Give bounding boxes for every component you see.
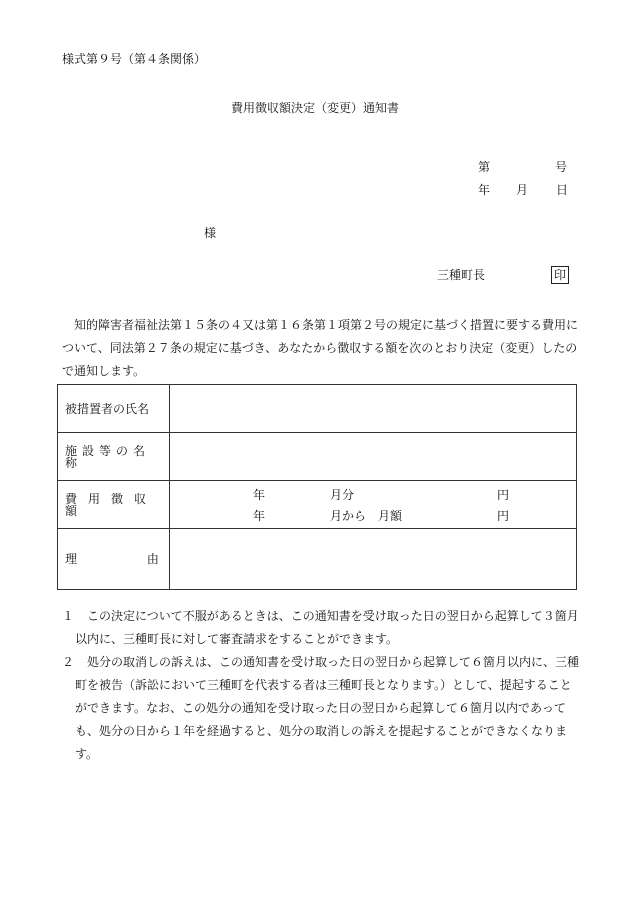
facility-label-text: 施設等の名称 <box>65 443 151 470</box>
label-person-name: 被措置者の氏名 <box>58 385 170 433</box>
fee-label-text: 費用徴収額 <box>65 491 158 518</box>
fee-line2-monthly: 月額 <box>378 509 403 523</box>
table-row <box>58 433 577 481</box>
date-year-label: 年 <box>478 183 491 197</box>
notification-body: 知的障害者福祉法第１５条の４又は第１６条第１項第２号の規定に基づく措置に要する費用について、同法第２７条の規定に基づき、あなたから徴収する額を次のとおり決定（変更）したので通知します。 <box>62 318 579 378</box>
date-day-label: 日 <box>556 183 569 197</box>
fee-line2-yen: 円 <box>497 509 510 523</box>
note-number: １ <box>62 609 75 623</box>
seal-stamp-box: 印 <box>551 266 569 284</box>
table-row <box>58 385 577 433</box>
table-row <box>58 481 577 529</box>
value-facility-name <box>170 433 577 481</box>
addressee-honorific: 様 <box>204 226 217 240</box>
label-reason <box>58 529 170 590</box>
date-month-label: 月 <box>516 183 529 197</box>
label-facility-name <box>58 433 170 481</box>
value-fee-amount <box>170 481 577 529</box>
fee-line2-month-from: 月から <box>330 509 367 523</box>
notes-section <box>62 605 582 766</box>
label-fee-amount <box>58 481 170 529</box>
note-item <box>62 651 582 766</box>
note-number: ２ <box>62 655 75 669</box>
fee-line1-year: 年 <box>253 488 266 502</box>
form-number: 様式第９号（第４条関係） <box>62 52 207 66</box>
fee-line1-yen: 円 <box>497 488 510 502</box>
fee-line1-month: 月分 <box>330 488 355 502</box>
doc-number-suffix: 号 <box>555 160 568 174</box>
note-text: 処分の取消しの訴えは、この通知書を受け取った日の翌日から起算して６箇月以内に、三種町を被告（訴訟において三種町を代表する者は三種町長となります。）として、提起することができます。なお、この処分の通知を受け取った日の翌日から起算して６箇月以内であっても、処分の日から１年を経過すると、処分の取消しの訴えを提起することができなくなります。 <box>75 655 580 761</box>
doc-number-prefix: 第 <box>478 160 491 174</box>
note-text: この決定について不服があるときは、この通知書を受け取った日の翌日から起算して３箇月以内に、三種町長に対して審査請求をすることができます。 <box>75 609 579 646</box>
table-row <box>58 529 577 590</box>
document-title: 費用徴収額決定（変更）通知書 <box>230 101 399 115</box>
issuer-title: 三種町長 <box>437 268 486 282</box>
note-item <box>62 605 582 651</box>
fee-info-table <box>57 384 577 590</box>
fee-line2-year: 年 <box>253 509 266 523</box>
reason-label-left: 理 <box>65 552 78 566</box>
value-person-name <box>170 385 577 433</box>
value-reason <box>170 529 577 590</box>
reason-label-right: 由 <box>146 552 159 566</box>
